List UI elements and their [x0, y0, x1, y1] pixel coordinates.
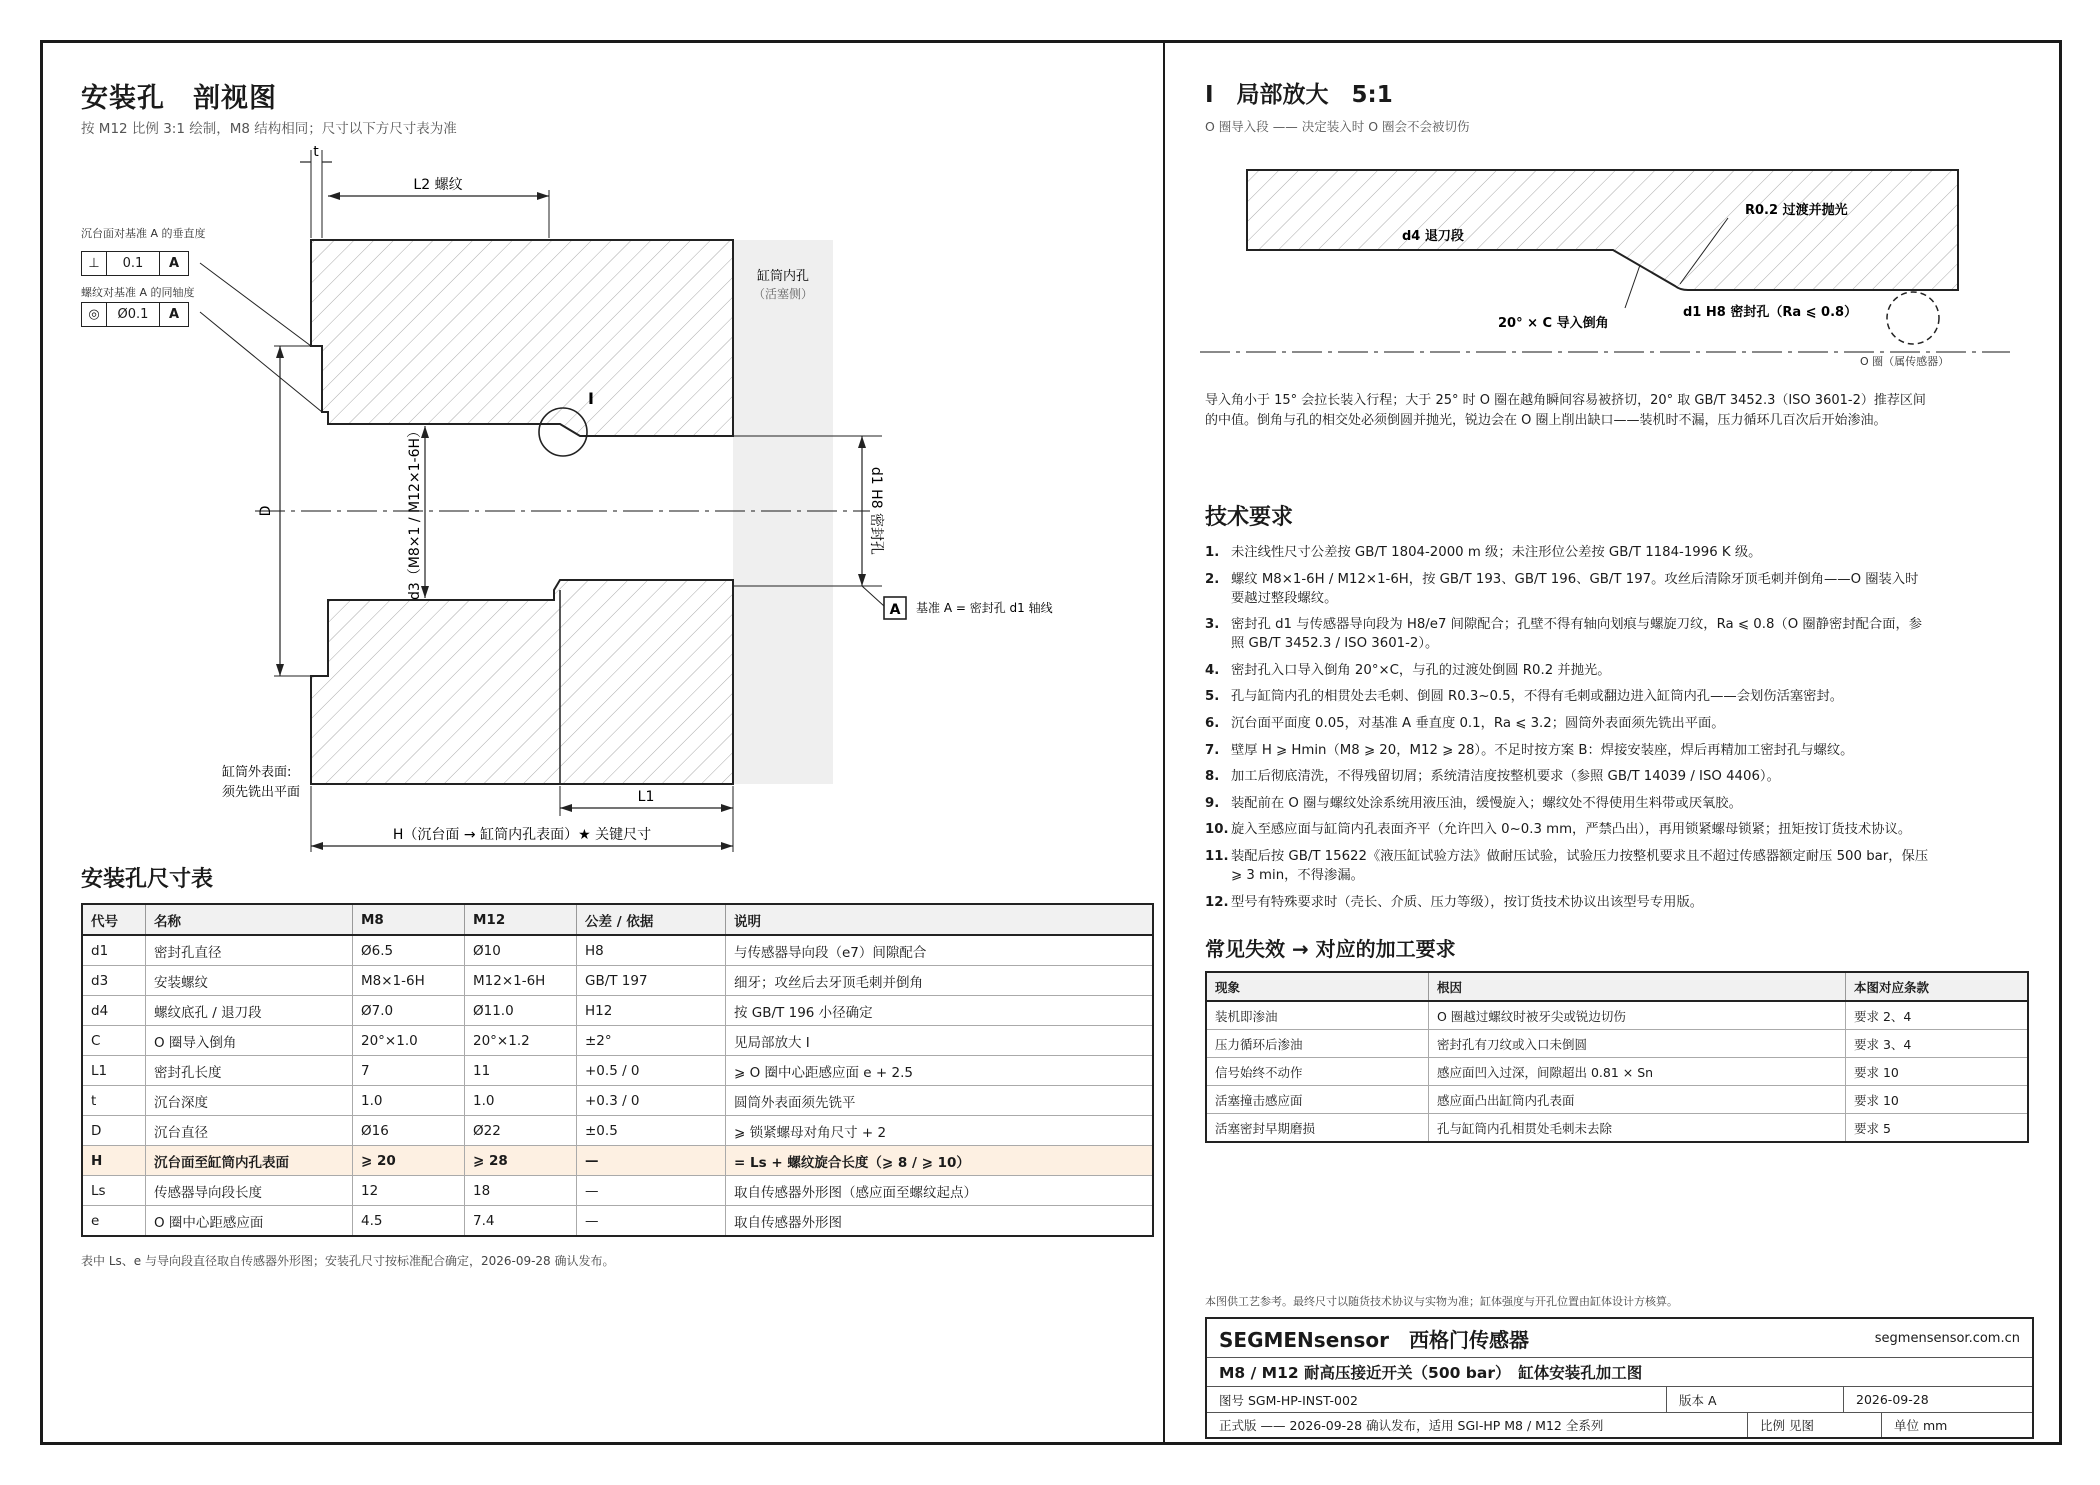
- table-cell: H8: [577, 935, 726, 966]
- requirement-text: 沉台面平面度 0.05，对基准 A 垂直度 0.1，Ra ⩽ 3.2；圆筒外表面须先铣出平面。: [1231, 715, 1725, 731]
- detail-view-subtitle: O 圈导入段 —— 决定装入时 O 圈会不会被切伤: [1205, 119, 1470, 134]
- table-cell: 孔与缸筒内孔相贯处毛刺未去除: [1429, 1114, 1846, 1143]
- d4-label: d4 退刀段: [1402, 229, 1464, 244]
- table-cell: e: [82, 1206, 146, 1237]
- list-item: [1205, 543, 1931, 562]
- table-cell: 要求 5: [1846, 1114, 2029, 1143]
- footer-note: 本图供工艺参考。最终尺寸以随货技术协议与实物为准；缸体强度与开孔位置由缸体设计方核算。: [1205, 1295, 1678, 1308]
- table-row: [1206, 1001, 2028, 1030]
- table-cell: 装机即渗油: [1206, 1001, 1429, 1030]
- list-item: [1205, 615, 1931, 653]
- detail-view-drawing: [1180, 150, 2030, 380]
- table-cell: ⩾ 28: [465, 1146, 577, 1176]
- upper-wall-section: [311, 240, 733, 436]
- table-cell: 见局部放大 I: [726, 1026, 1154, 1056]
- table-cell: 密封孔直径: [146, 935, 353, 966]
- dimension-table-note: 表中 Ls、e 与导向段直径取自传感器外形图；安装孔尺寸按标准配合确定，2026-09-28 确认发布。: [81, 1254, 615, 1268]
- requirement-text: 未注线性尺寸公差按 GB/T 1804-2000 m 级；未注形位公差按 GB/T 1184-1996 K 级。: [1231, 545, 1762, 560]
- requirement-number: 1.: [1205, 545, 1220, 560]
- requirement-number: 11.: [1205, 848, 1229, 864]
- table-row: [82, 1206, 1153, 1237]
- coaxiality-frame: [81, 302, 189, 327]
- t-dimension-label: t: [313, 144, 319, 160]
- coaxiality-value: Ø0.1: [107, 303, 160, 326]
- table-cell: 沉台直径: [146, 1116, 353, 1146]
- list-item: [1205, 741, 1931, 760]
- detail-view-title: I 局部放大 5:1: [1205, 82, 1393, 108]
- list-item: [1205, 714, 1931, 733]
- table-cell: 感应面凹入过深，间隙超出 0.81 × Sn: [1429, 1058, 1846, 1086]
- list-item: [1205, 893, 1931, 912]
- table-row: [1206, 1058, 2028, 1086]
- requirement-number: 12.: [1205, 894, 1229, 910]
- table-cell: 活塞密封早期磨损: [1206, 1114, 1429, 1143]
- website: segmensensor.com.cn: [1874, 1330, 2020, 1346]
- col-tolerance: 公差 / 依据: [577, 904, 726, 935]
- title-block: [1205, 1317, 2034, 1439]
- scale: 比例 见图: [1747, 1413, 1881, 1437]
- unit: 单位 mm: [1881, 1413, 2032, 1437]
- l2-dimension-label: L2 螺纹: [413, 177, 463, 193]
- table-row: [82, 1026, 1153, 1056]
- requirement-text: 装配后按 GB/T 15622《液压缸试验方法》做耐压试验，试验压力按整机要求且不超过传感器额定耐压 500 bar，保压 ⩾ 3 min，不得渗漏。: [1231, 848, 1929, 883]
- table-cell: —: [577, 1206, 726, 1237]
- title-block-status-row: [1207, 1412, 2032, 1437]
- table-row: [1206, 1086, 2028, 1114]
- requirement-number: 4.: [1205, 662, 1220, 678]
- col-m8: M8: [353, 904, 465, 935]
- failure-table-header: [1206, 972, 2028, 1001]
- detail-explanation-line-1: 导入角小于 15° 会拉长装入行程；大于 25° 时 O 圈在越角瞬间容易被挤切，20° 取 GB/T 3452.3（ISO 3601-2）推荐区间: [1205, 393, 1926, 408]
- surface-note-2: 须先铣出平面: [222, 785, 301, 800]
- date: 2026-09-28: [1843, 1387, 2032, 1412]
- detail-wall-section: [1247, 170, 1958, 290]
- table-row: [82, 935, 1153, 966]
- table-cell: —: [577, 1176, 726, 1206]
- table-row: [1206, 1114, 2028, 1143]
- table-cell: 要求 3、4: [1846, 1030, 2029, 1058]
- bore-sublabel: （活塞侧）: [752, 287, 814, 301]
- document-title: M8 / M12 耐高压接近开关（500 bar） 缸体安装孔加工图: [1219, 1364, 1643, 1382]
- table-cell: 1.0: [465, 1086, 577, 1116]
- drawing-number: 图号 SGM-HP-INST-002: [1219, 1392, 1358, 1408]
- table-cell: Ø16: [353, 1116, 465, 1146]
- col-symptom: 现象: [1206, 972, 1429, 1001]
- table-cell: 密封孔有刀纹或入口未倒圆: [1429, 1030, 1846, 1058]
- table-cell: D: [82, 1116, 146, 1146]
- table-cell: 7: [353, 1056, 465, 1086]
- requirement-number: 7.: [1205, 742, 1220, 758]
- table-cell: ±0.5: [577, 1116, 726, 1146]
- tech-requirements-list: [1205, 543, 1931, 919]
- table-cell: 11: [465, 1056, 577, 1086]
- requirement-number: 2.: [1205, 571, 1220, 587]
- datum-a-letter: A: [889, 602, 901, 618]
- table-cell: L1: [82, 1056, 146, 1086]
- table-cell: 感应面凸出缸筒内孔表面: [1429, 1086, 1846, 1114]
- table-cell: O 圈越过螺纹时被牙尖或锐边切伤: [1429, 1001, 1846, 1030]
- oring-label: O 圈（属传感器）: [1860, 355, 1950, 368]
- sheet-divider: [1163, 40, 1165, 1445]
- requirement-text: 加工后彻底清洗，不得残留切屑；系统清洁度按整机要求（参照 GB/T 14039 / ISO 4406）。: [1231, 769, 1780, 785]
- list-item: [1205, 847, 1931, 885]
- radius-label: R0.2 过渡并抛光: [1745, 203, 1848, 218]
- table-cell: 取自传感器外形图: [726, 1206, 1154, 1237]
- coaxiality-note: 螺纹对基准 A 的同轴度: [81, 286, 195, 299]
- title-block-brand-row: [1207, 1319, 2032, 1357]
- requirement-number: 3.: [1205, 617, 1220, 633]
- chamfer-label: 20° × C 导入倒角: [1498, 316, 1609, 331]
- table-cell: 4.5: [353, 1206, 465, 1237]
- table-cell: C: [82, 1026, 146, 1056]
- table-cell: 18: [465, 1176, 577, 1206]
- table-cell: 取自传感器外形图（感应面至螺纹起点）: [726, 1176, 1154, 1206]
- table-cell: ⩾ O 圈中心距感应面 e + 2.5: [726, 1056, 1154, 1086]
- table-cell: 12: [353, 1176, 465, 1206]
- title-block-number-row: [1207, 1386, 2032, 1412]
- col-description: 说明: [726, 904, 1154, 935]
- col-root-cause: 根因: [1429, 972, 1846, 1001]
- col-m12: M12: [465, 904, 577, 935]
- table-cell: 传感器导向段长度: [146, 1176, 353, 1206]
- table-cell: Ø6.5: [353, 935, 465, 966]
- perpendicularity-frame: [81, 251, 189, 276]
- table-cell: H12: [577, 996, 726, 1026]
- table-row: [82, 1176, 1153, 1206]
- table-cell: O 圈导入倒角: [146, 1026, 353, 1056]
- table-cell: Ø11.0: [465, 996, 577, 1026]
- d1-seal-label: d1 H8 密封孔（Ra ⩽ 0.8）: [1683, 305, 1858, 320]
- table-cell: 要求 10: [1846, 1086, 2029, 1114]
- col-name: 名称: [146, 904, 353, 935]
- oring-circle: [1887, 292, 1939, 344]
- section-view-drawing: [0, 0, 1160, 870]
- table-cell: 压力循环后渗油: [1206, 1030, 1429, 1058]
- col-clause: 本图对应条款: [1846, 972, 2029, 1001]
- list-item: [1205, 661, 1931, 680]
- requirement-number: 8.: [1205, 769, 1220, 785]
- table-cell: 20°×1.0: [353, 1026, 465, 1056]
- datum-a-note: 基准 A = 密封孔 d1 轴线: [916, 601, 1053, 615]
- table-cell: d4: [82, 996, 146, 1026]
- table-cell: +0.3 / 0: [577, 1086, 726, 1116]
- table-cell: 细牙；攻丝后去牙顶毛刺并倒角: [726, 966, 1154, 996]
- table-cell: 要求 10: [1846, 1058, 2029, 1086]
- table-cell: 要求 2、4: [1846, 1001, 2029, 1030]
- dimension-table-header: [82, 904, 1153, 935]
- table-cell: GB/T 197: [577, 966, 726, 996]
- table-row: [82, 1116, 1153, 1146]
- failure-table: [1205, 971, 2029, 1143]
- detail-label: I: [588, 389, 594, 408]
- table-cell: 信号始终不动作: [1206, 1058, 1429, 1086]
- table-cell: +0.5 / 0: [577, 1056, 726, 1086]
- dimension-table-title: 安装孔尺寸表: [81, 867, 214, 892]
- list-item: [1205, 767, 1931, 786]
- table-cell: = Ls + 螺纹旋合长度（⩾ 8 / ⩾ 10）: [726, 1146, 1154, 1176]
- table-cell: 螺纹底孔 / 退刀段: [146, 996, 353, 1026]
- lower-wall-section: [311, 580, 733, 784]
- table-row: [82, 996, 1153, 1026]
- d1-dimension-label: d1 H8 密封孔: [868, 466, 884, 556]
- table-cell: d1: [82, 935, 146, 966]
- title-block-title-row: [1207, 1357, 2032, 1386]
- table-cell: ⩾ 20: [353, 1146, 465, 1176]
- surface-note-1: 缸筒外表面:: [222, 765, 292, 780]
- table-cell: Ls: [82, 1176, 146, 1206]
- table-row: [82, 1086, 1153, 1116]
- requirement-text: 孔与缸筒内孔的相贯处去毛刺、倒圆 R0.3~0.5，不得有毛刺或翻边进入缸筒内孔——会划伤活塞密封。: [1231, 689, 1844, 705]
- requirement-text: 密封孔入口导入倒角 20°×C，与孔的过渡处倒圆 R0.2 并抛光。: [1231, 662, 1611, 678]
- list-item: [1205, 820, 1931, 839]
- status: 正式版 —— 2026-09-28 确认发布，适用 SGI-HP M8 / M12 全系列: [1219, 1418, 1604, 1433]
- h-dimension-label: H（沉台面 → 缸筒内孔表面）★ 关键尺寸: [392, 827, 652, 843]
- requirement-number: 10.: [1205, 822, 1229, 838]
- version: 版本 A: [1666, 1387, 1843, 1412]
- requirement-text: 螺纹 M8×1-6H / M12×1-6H，按 GB/T 193、GB/T 196、GB/T 197。攻丝后清除牙顶毛刺并倒角——O 圈装入时要越过整段螺纹。: [1231, 571, 1919, 606]
- table-cell: 安装螺纹: [146, 966, 353, 996]
- table-cell: H: [82, 1146, 146, 1176]
- requirement-number: 5.: [1205, 689, 1220, 705]
- table-cell: 按 GB/T 196 小径确定: [726, 996, 1154, 1026]
- table-cell: ±2°: [577, 1026, 726, 1056]
- coaxiality-icon: ◎: [82, 303, 107, 326]
- failure-table-title: 常见失效 → 对应的加工要求: [1205, 937, 1456, 961]
- table-cell: 1.0: [353, 1086, 465, 1116]
- table-cell: 沉台深度: [146, 1086, 353, 1116]
- table-cell: Ø22: [465, 1116, 577, 1146]
- table-cell: 20°×1.2: [465, 1026, 577, 1056]
- col-code: 代号: [82, 904, 146, 935]
- table-cell: M8×1-6H: [353, 966, 465, 996]
- table-cell: 密封孔长度: [146, 1056, 353, 1086]
- detail-explanation: [1205, 391, 2035, 431]
- tech-requirements-title: 技术要求: [1205, 505, 1294, 530]
- requirement-text: 旋入至感应面与缸筒内孔表面齐平（允许凹入 0~0.3 mm，严禁凸出），再用锁紧螺母锁紧；扭矩按订货技术协议。: [1231, 822, 1912, 838]
- table-cell: Ø7.0: [353, 996, 465, 1026]
- section-view-subtitle: 按 M12 比例 3:1 绘制，M8 结构相同；尺寸以下方尺寸表为准: [81, 121, 457, 137]
- l1-dimension-label: L1: [637, 789, 655, 805]
- table-cell: t: [82, 1086, 146, 1116]
- table-row: [82, 1146, 1153, 1176]
- perpendicularity-datum: A: [168, 256, 180, 271]
- section-view-title: 安装孔 剖视图: [81, 83, 277, 114]
- detail-explanation-line-2: 的中值。倒角与孔的相交处必须倒圆并抛光，锐边会在 O 圈上削出缺口——装机时不漏，压力循环几百次后开始渗油。: [1205, 413, 1887, 428]
- perpendicularity-icon: ⊥: [82, 252, 107, 275]
- table-cell: M12×1-6H: [465, 966, 577, 996]
- requirement-number: 6.: [1205, 715, 1220, 731]
- requirement-text: 装配前在 O 圈与螺纹处涂系统用液压油，缓慢旋入；螺纹处不得使用生料带或厌氧胶。: [1231, 795, 1742, 811]
- perpendicularity-value: 0.1: [107, 252, 160, 275]
- bore-label: 缸筒内孔: [756, 269, 810, 284]
- table-cell: Ø10: [465, 935, 577, 966]
- list-item: [1205, 570, 1931, 608]
- table-cell: 活塞撞击感应面: [1206, 1086, 1429, 1114]
- requirement-text: 型号有特殊要求时（壳长、介质、压力等级），按订货技术协议出该型号专用版。: [1231, 894, 1704, 910]
- list-item: [1205, 794, 1931, 813]
- d3-dimension-label: d3（M8×1 / M12×1-6H）: [407, 423, 423, 601]
- list-item: [1205, 687, 1931, 706]
- table-cell: 与传感器导向段（e7）间隙配合: [726, 935, 1154, 966]
- table-cell: —: [577, 1146, 726, 1176]
- requirement-text: 密封孔 d1 与传感器导向段为 H8/e7 间隙配合；孔壁不得有轴向划痕与螺旋刀纹，Ra ⩽ 0.8（O 圈静密封配合面，参照 GB/T 3452.3 / ISO 3601-2）。: [1231, 617, 1923, 652]
- table-cell: ⩾ 锁紧螺母对角尺寸 + 2: [726, 1116, 1154, 1146]
- table-cell: O 圈中心距感应面: [146, 1206, 353, 1237]
- D-dimension-label: D: [258, 505, 274, 517]
- bore-band: [733, 240, 833, 784]
- table-row: [82, 966, 1153, 996]
- requirement-text: 壁厚 H ⩾ Hmin（M8 ⩾ 20，M12 ⩾ 28）。不足时按方案 B：焊接安装座，焊后再精加工密封孔与螺纹。: [1231, 742, 1854, 758]
- table-row: [1206, 1030, 2028, 1058]
- table-row: [82, 1056, 1153, 1086]
- brand-name: SEGMENsensor 西格门传感器: [1219, 1327, 1529, 1352]
- requirement-number: 9.: [1205, 795, 1220, 811]
- table-cell: d3: [82, 966, 146, 996]
- table-cell: 7.4: [465, 1206, 577, 1237]
- table-cell: 沉台面至缸筒内孔表面: [146, 1146, 353, 1176]
- perpendicularity-note: 沉台面对基准 A 的垂直度: [81, 227, 206, 240]
- table-cell: 圆筒外表面须先铣平: [726, 1086, 1154, 1116]
- dimension-table: [81, 903, 1154, 1237]
- coaxiality-datum: A: [168, 307, 180, 322]
